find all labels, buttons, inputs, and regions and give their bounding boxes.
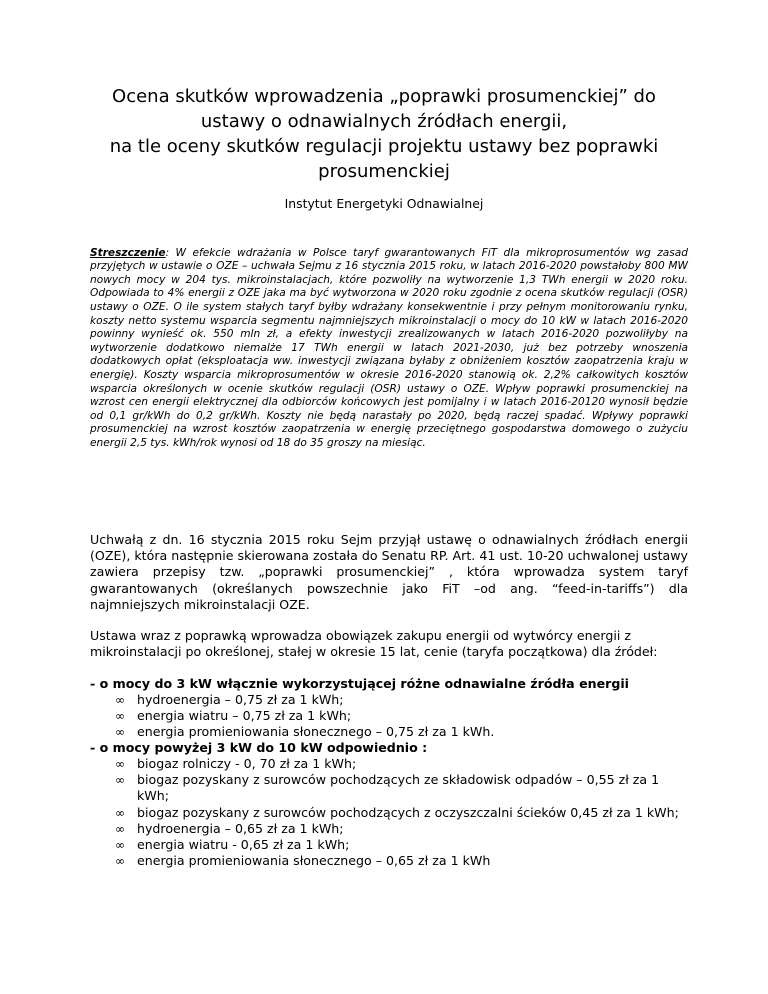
tariff-list-3-to-10kw: [90, 756, 690, 869]
section-heading-up-to-3kw: - o mocy do 3 kW włącznie wykorzystującej różne odnawialne źródła energii: [90, 676, 629, 691]
title-line: prosumenckiej: [318, 161, 450, 182]
list-item: [90, 724, 690, 740]
list-item-text: energia promieniowania słonecznego – 0,65 zł za 1 kWh: [137, 853, 491, 869]
list-item-text: energia promieniowania słonecznego – 0,75 zł za 1 kWh.: [137, 724, 495, 740]
list-item: [90, 853, 690, 869]
list-item-text: biogaz rolniczy - 0, 70 zł za 1 kWh;: [137, 756, 357, 771]
list-item: [90, 772, 690, 804]
list-item: [90, 837, 690, 853]
infinity-bullet-icon: ∞: [115, 854, 125, 869]
list-item-text: hydroenergia – 0,65 zł za 1 kWh;: [137, 820, 344, 836]
institute-name: Instytut Energetyki Odnawialnej: [284, 196, 484, 211]
infinity-bullet-icon: ∞: [115, 821, 125, 836]
infinity-bullet-icon: ∞: [115, 709, 125, 724]
infinity-bullet-icon: ∞: [115, 693, 125, 707]
list-item-text: biogaz pozyskany z surowców pochodzących z oczyszczalni ścieków 0,45 zł za 1 kWh;: [137, 804, 679, 820]
section-heading-3-to-10kw: - o mocy powyżej 3 kW do 10 kW odpowiednio :: [90, 740, 428, 755]
list-item: [90, 805, 690, 821]
list-item-text: energia wiatru – 0,75 zł za 1 kWh;: [137, 708, 352, 724]
list-item: [90, 692, 690, 708]
title-line: ustawy o odnawialnych źródłach energii,: [200, 111, 568, 132]
list-item: [90, 756, 690, 772]
list-item-text: energia wiatru - 0,65 zł za 1 kWh;: [137, 837, 350, 853]
infinity-bullet-icon: ∞: [115, 805, 125, 820]
infinity-bullet-icon: ∞: [115, 773, 125, 788]
abstract-text: : W efekcie wdrażania w Polsce taryf gwarantowanych FiT dla mikroprosumentów wg zasad przyjętych w ustawie o OZE – uchwała Sejmu z 16 stycznia 2015 roku, w latach 2016-2020 powstałoby 800 MW nowych mocy w 204 tys. mikroinstalacjach, które pozwoliły na wytworzenie 1,3 TWh energii w 2020 roku. Odpowiada to 4% energii z OZE jaka ma być wytworzona w 2020 roku zgodnie z ocena skutków regulacji (OSR) ustawy o OZE. O ile system stałych taryf byłby wdrażany konsekwentnie i przy pełnym monitorowaniu rynku, koszty netto systemu wsparcia segmentu najmniejszych mikroinstalacji o mocy do 10 kW w latach 2016-2020 powinny wynieść ok. 550 mln zł, a efekty inwestycji zrealizowanych w latach 2016-2020 pozwoliłyby na wytworzenie dodatkowo niemalże 17 TWh energii w latach 2021-2030, już bez potrzeby wnoszenia dodatkowych opłat (eksploatacja ww. inwestycji związana byłaby z obniżeniem kosztów zaopatrzenia kraju w energię). Koszty wsparcia mikroprosumentów w okresie 2016-2020 stanowią ok. 2,2% całkowitych kosztów wsparcia określonych w ocenie skutków regulacji (OSR) ustawy o OZE. Wpływ poprawki prosumenckiej na wzrost cen energii elektrycznej dla odbiorców końcowych jest pomijalny i w latach 2016-20120 wynosił będzie od 0,1 gr/kWh do 0,2 gr/kWh. Koszty nie będą narastały po 2020, będą raczej spadać. Wpływy poprawki prosumenckiej na wzrost kosztów zaopatrzenia w energię przeciętnego gospodarstwa domowego o zużyciu energii 2,5 tys. kWh/rok wynosi od 18 do 35 groszy na miesiąc.: [90, 246, 688, 449]
infinity-bullet-icon: ∞: [115, 757, 125, 771]
infinity-bullet-icon: ∞: [115, 725, 125, 740]
tariff-list-up-to-3kw: [90, 692, 690, 741]
title-line: Ocena skutków wprowadzenia „poprawki prosumenckiej” do: [112, 86, 656, 107]
paragraph-obligation: Ustawa wraz z poprawką wprowadza obowiązek zakupu energii od wytwórcy energii z mikroinstalacji po określonej, stałej w okresie 15 lat, cenie (taryfa początkowa) dla źródeł:: [90, 628, 658, 660]
abstract-label: Streszczenie: [90, 246, 166, 259]
paragraph-intro: Uchwałą z dn. 16 stycznia 2015 roku Sejm przyjął ustawę o odnawialnych źródłach energii (OZE), która następnie skierowana została do Senatu RP. Art. 41 ust. 10-20 uchwalonej ustawy zawiera przepisy tzw. „poprawki prosumenckiej” , która wprowadza system taryf gwarantowanych (określanych powszechnie jako FiT –od ang. “feed-in-tariffs”) dla najmniejszych mikroinstalacji OZE.: [90, 532, 688, 612]
document-title: [90, 84, 678, 184]
infinity-bullet-icon: ∞: [115, 838, 125, 853]
list-item-text: hydroenergia – 0,75 zł za 1 kWh;: [137, 692, 344, 707]
abstract: [90, 247, 688, 451]
list-item: [90, 821, 690, 837]
list-item: [90, 708, 690, 724]
list-item-text: biogaz pozyskany z surowców pochodzących ze składowisk odpadów – 0,55 zł za 1 kWh;: [137, 772, 660, 804]
title-line: na tle oceny skutków regulacji projektu ustawy bez poprawki: [109, 136, 659, 157]
